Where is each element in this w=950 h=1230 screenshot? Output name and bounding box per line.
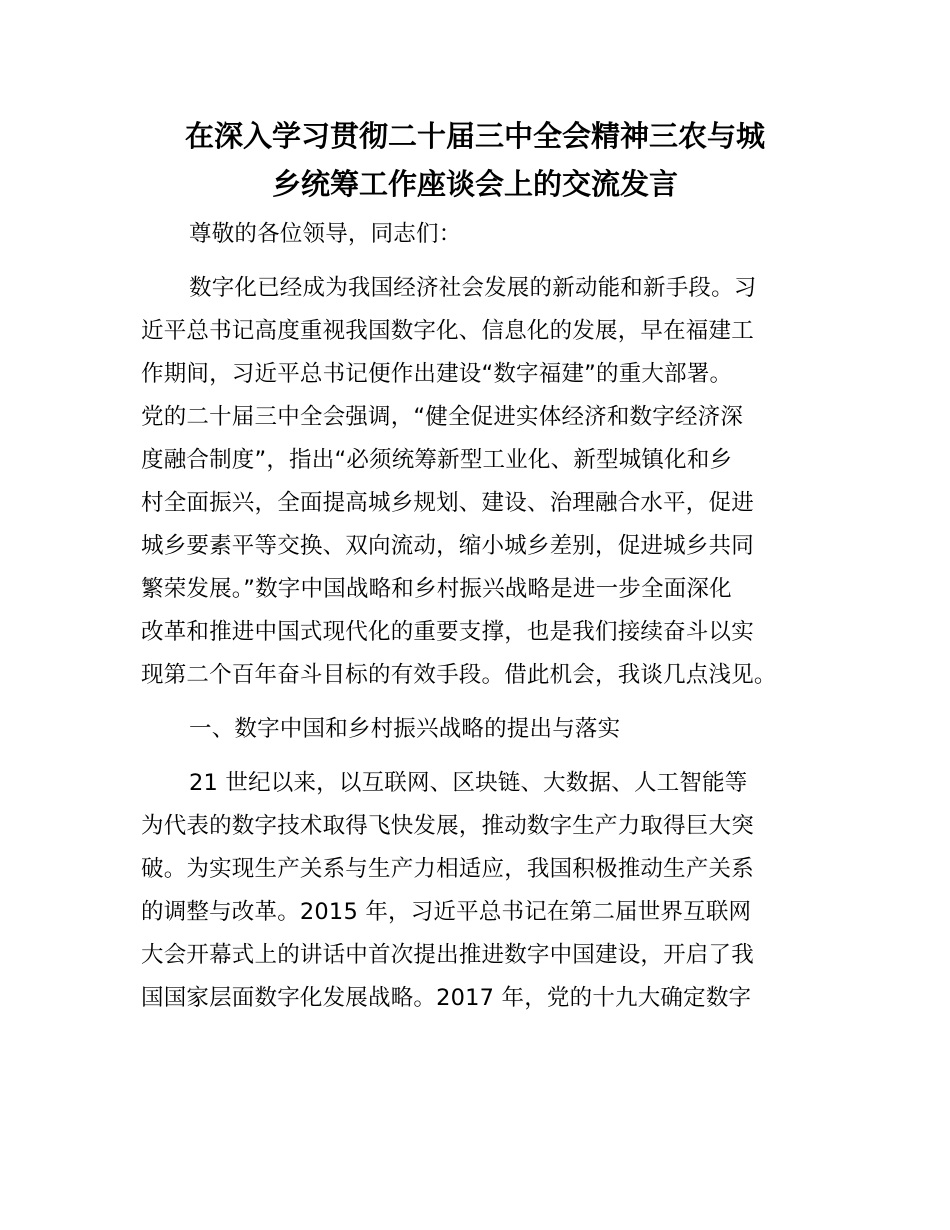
paragraph-line: 破。为实现生产关系与生产力相适应，我国积极推动生产关系 xyxy=(141,856,754,882)
title-line-2: 乡统筹工作座谈会上的交流发言 xyxy=(271,167,678,201)
section-heading-text: 一、数字中国和乡村振兴战略的提出与落实 xyxy=(189,716,621,742)
paragraph-line: 大会开幕式上的讲话中首次提出推进数字中国建设，开启了我 xyxy=(141,942,754,968)
paragraph-line: 改革和推进中国式现代化的重要支撑，也是我们接续奋斗以实 xyxy=(141,619,754,645)
paragraph-line: 党的二十届三中全会强调，“健全促进实体经济和数字经济深 xyxy=(141,404,744,430)
title-line-1: 在深入学习贯彻二十届三中全会精神三农与城 xyxy=(184,119,765,153)
paragraph-line: 为代表的数字技术取得飞快发展，推动数字生产力取得巨大突 xyxy=(141,813,754,839)
salutation xyxy=(141,213,829,256)
paragraph-line: 城乡要素平等交换、双向流动，缩小城乡差别，促进城乡共同 xyxy=(141,533,754,559)
document-title xyxy=(100,112,850,208)
salutation-text: 尊敬的各位领导，同志们： xyxy=(189,221,462,247)
document-body xyxy=(141,213,829,1031)
paragraph-intro xyxy=(141,267,829,697)
paragraph-line: 数字化已经成为我国经济社会发展的新动能和新手段。习 xyxy=(189,275,757,301)
paragraph-line: 近平总书记高度重视我国数字化、信息化的发展，早在福建工 xyxy=(141,318,754,344)
section-heading-1 xyxy=(141,708,829,751)
paragraph-line: 21 世纪以来，以互联网、区块链、大数据、人工智能等 xyxy=(189,770,748,796)
paragraph-line: 国国家层面数字化发展战略。2017 年，党的十九大确定数字 xyxy=(141,985,752,1011)
paragraph-line: 度融合制度”，指出“必须统筹新型工业化、新型城镇化和乡 xyxy=(141,447,733,473)
paragraph-section-1 xyxy=(141,762,829,1020)
paragraph-line: 现第二个百年奋斗目标的有效手段。借此机会，我谈几点浅见。 xyxy=(141,662,777,688)
paragraph-line: 繁荣发展。”数字中国战略和乡村振兴战略是进一步全面深化 xyxy=(141,576,732,602)
paragraph-line: 作期间，习近平总书记便作出建设“数字福建”的重大部署。 xyxy=(141,361,733,387)
paragraph-line: 的调整与改革。2015 年，习近平总书记在第二届世界互联网 xyxy=(141,899,752,925)
paragraph-line: 村全面振兴，全面提高城乡规划、建设、治理融合水平，促进 xyxy=(141,490,754,516)
